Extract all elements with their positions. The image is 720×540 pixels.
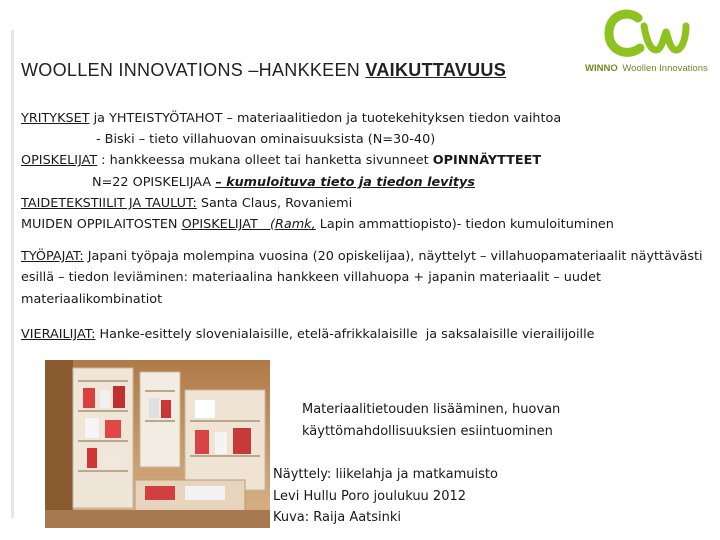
title-emphasis: VAIKUTTAVUUS: [365, 60, 507, 80]
muiden-prefix: MUIDEN OPPILAITOSTEN: [21, 217, 182, 233]
vierailijat-text: Hanke-esittely slovenialaisille, etelä-afrikkalaisille ja saksalaisille vierailijoille: [95, 326, 595, 342]
opiskelijat-sub-dash: –: [215, 174, 222, 190]
caption-upper-line-2: käyttömahdollisuuksien esiintuominen: [302, 423, 553, 439]
logo-tagline: Woollen Innovations: [622, 63, 708, 74]
opiskelijat-sub-prefix: N=22 OPISKELIJAA: [92, 174, 216, 190]
content-body: [21, 108, 713, 345]
opiskelijat-text: : hankkeessa mukana olleet tai hanketta sivunneet: [97, 153, 433, 169]
opiskelijat-line: [21, 150, 713, 171]
taide-label: TAIDETEKSTIILIT JA TAULUT:: [21, 195, 197, 211]
yritykset-label: YRITYKSET: [21, 111, 90, 126]
opinnaytteet-text: OPINNÄYTTEET: [432, 153, 542, 169]
tyopajat-text: Japani työpaja molempina vuosina (20 opiskelijaa), näyttelyt – villahuopamateriaalit näyttävästi esillä – tiedon leviäminen: materiaalina hankkeen villahuopa + japanin materiaalit – uudet materiaalikombinatiot: [21, 249, 703, 307]
logo-wordmark: [585, 63, 708, 74]
taide-text: Santa Claus, Rovaniemi: [196, 195, 353, 211]
vierailijat-line: [21, 324, 713, 345]
caption-material-knowledge: [302, 399, 612, 442]
yritykset-subline: [21, 129, 713, 150]
muiden-ramk: (Ramk,: [269, 217, 316, 233]
logo-brand: WINNO: [585, 63, 618, 74]
exhibition-photo-image: [45, 360, 270, 528]
yritykset-line: [21, 108, 713, 129]
caption-lower-line-3: Kuva: Raija Aatsinki: [273, 510, 402, 525]
opiskelijat-label: OPISKELIJAT: [21, 153, 98, 169]
muiden-gap: [258, 217, 270, 232]
cw-logo-icon: [604, 6, 690, 62]
opiskelijat-subline: [21, 172, 713, 193]
tyopajat-label: TYÖPAJAT:: [21, 249, 84, 265]
caption-lower-line-2: Levi Hullu Poro joulukuu 2012: [273, 488, 467, 504]
caption-upper-line-1: Materiaalitietouden lisääminen, huovan: [302, 402, 561, 417]
opiskelijat-sub-emphasis: kumuloituva tieto ja tiedon levitys: [221, 174, 475, 190]
muiden-label: OPISKELIJAT: [181, 217, 258, 233]
page-title: [21, 60, 506, 81]
title-prefix: WOOLLEN INNOVATIONS –HANKKEEN: [21, 60, 366, 80]
winno-logo: [582, 6, 712, 78]
yritykset-sub-text: - Biski – tieto villahuovan ominaisuuksista (N=30-40): [96, 132, 436, 148]
muiden-text: Lapin ammattiopisto)- tiedon kumuloituminen: [315, 217, 614, 233]
caption-lower-line-1: Näyttely: liikelahja ja matkamuisto: [273, 467, 498, 482]
tyopajat-paragraph: [21, 246, 713, 310]
exhibition-photo: [45, 360, 270, 528]
caption-exhibition: [273, 464, 573, 529]
yritykset-text: ja YHTEISTYÖTAHOT – materiaalitiedon ja tuotekehityksen tiedon vaihtoa: [89, 111, 562, 126]
left-accent-rule: [11, 30, 14, 518]
taide-line: [21, 193, 713, 214]
muiden-line: [21, 214, 713, 235]
vierailijat-label: VIERAILIJAT:: [21, 326, 96, 342]
